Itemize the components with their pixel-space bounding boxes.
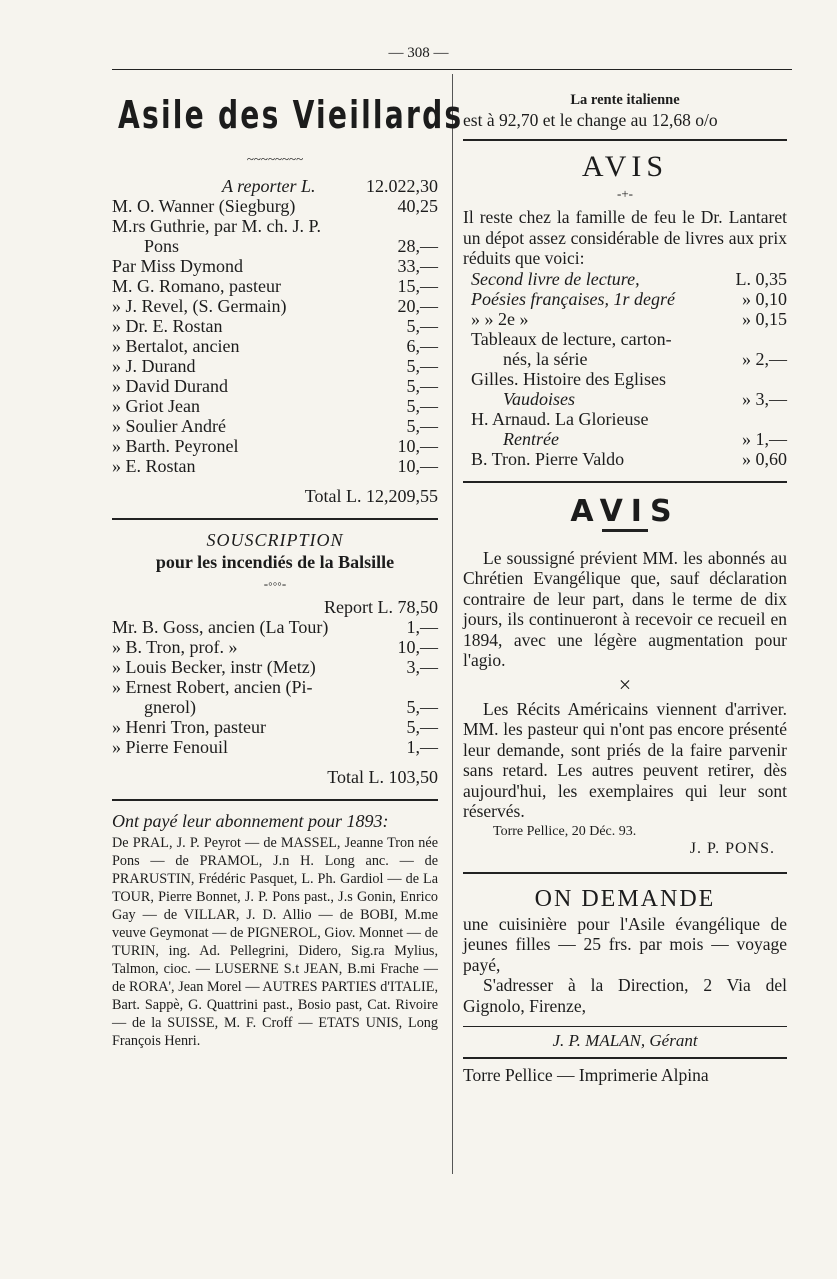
imprimerie: Torre Pellice — Imprimerie Alpina [463,1065,709,1085]
donation-row [112,436,438,456]
donation-row-amount: 5,— [406,356,438,376]
souscription-row [112,637,438,657]
donation-row [112,236,438,256]
donation-row-amount: 5,— [406,416,438,436]
section-rule [463,1026,787,1027]
donation-row [112,316,438,336]
section-rule [463,139,787,141]
donation-row-amount: 40,25 [397,196,438,216]
book-row-label: Second livre de lecture, [471,268,640,289]
donation-row-label: » Soulier André [112,416,226,436]
donation-row-pre-text: M.rs Guthrie, par M. ch. J. P. [112,216,321,236]
donation-row [112,396,438,416]
souscription-row [112,677,438,697]
book-row-amount: » 1,— [742,428,787,449]
book-row-amount: » 0,15 [742,308,787,329]
souscription-row-amount: 5,— [406,697,438,717]
donation-list [112,196,438,476]
rente-text: est à 92,70 et le change au 12,68 o/o [463,110,718,130]
book-row-label: » » 2e » [471,308,529,329]
donation-row [112,416,438,436]
souscription-subtitle: pour les incendiés de la Balsille [155,552,395,572]
donation-row-label: M. G. Romano, pasteur [112,276,281,296]
cross-separator: × [618,671,632,697]
donation-row [112,356,438,376]
avis2-title: AVIS [570,493,680,529]
donation-row-amount: 10,— [397,436,438,456]
demande-address: S'adresser à la Direction, 2 Via del Gignolo, Firenze, [463,975,787,1016]
souscription-row-label: » Henri Tron, pasteur [112,717,266,737]
donation-row-label: Par Miss Dymond [112,256,244,276]
book-row-amount: » 2,— [742,348,787,369]
souscription-row-label: gnerol) [144,697,196,717]
donation-row-amount: 5,— [406,396,438,416]
book-row-label: Gilles. Histoire des Eglises [471,368,666,389]
donation-row-label: M. O. Wanner (Siegburg) [112,196,296,216]
donation-row [112,296,438,316]
souscription-row-label: Mr. B. Goss, ancien (La Tour) [112,617,329,637]
section-rule [112,799,438,801]
donation-row-amount: 20,— [397,296,438,316]
book-row-label: nés, la série [503,348,588,369]
book-row [471,429,787,449]
book-row-amount: L. 0,35 [735,268,787,289]
place-date: Torre Pellice, 20 Déc. 93. [493,823,637,839]
souscription-row [112,657,438,677]
top-rule [112,69,792,70]
abonnement-body: De PRAL, J. P. Peyrot — de MASSEL, Jeanne Tron née Pons — de PRAMOL, J.n H. Long anc. — de PRARUSTIN, Frédéric Pasquet, L. Ph. Gardiol — de La TOUR, Pierre Bonnet, J. P. Pons past., J.s Gonin, Enrico Gay — de VILLAR, J. D. Allio — de BOBI, M.me veuve Geymonat — de PIGNEROL, Giov. Monnet — de TURIN, ing. Ad. Pellegrini, Didero, Sig.ra Mylius, Talmon, cioc. — LUSERNE S.t JEAN, B.mi Frache — de RORA', Jean Morel — AUTRES PARTIES d'ITALIE, Bart. Sappè, G. Quattrini past., Bosio past, Cat. Rivoire — de la SUISSE, M. F. Croff — ETATS UNIS, Long François Henri. [112,835,438,1049]
book-row-label: Poésies françaises, 1r degré [471,288,675,309]
avis2-p1: Le soussigné prévient MM. les abonnés au Chrétien Evangélique que, sauf déclaration contraire de leur part, dans le terme de dix jours, ils continueront à recevoir ce recueil en 1894, avec une légère augmentation pour l'agio. [463,547,787,670]
souscription-row-amount: 10,— [397,637,438,657]
donation-row [112,256,438,276]
book-row [471,409,787,429]
donation-row-label: » Barth. Peyronel [112,436,239,456]
donation-row [112,336,438,356]
donation-row-amount: 5,— [406,376,438,396]
donation-row-pre [112,216,438,236]
signature: J. P. PONS. [689,839,775,857]
donation-row [112,376,438,396]
souscription-ornament: -◦◦◦- [263,576,287,591]
souscription-row-label: » B. Tron, prof. » [112,637,238,657]
page-number: — 308 — [388,45,449,61]
donation-row-label: » David Durand [112,376,228,396]
souscription-list [112,617,438,757]
donation-row-amount: 33,— [397,256,438,276]
book-row [471,449,787,469]
book-row-amount: » 0,60 [742,448,787,469]
souscription-report: Report L. 78,50 [324,597,438,617]
avis1-intro: Il reste chez la famille de feu le Dr. Lantaret un dépot assez considérable de livres aux prix réduits que voici: [463,207,787,268]
donation-row-label: Pons [144,236,180,256]
book-row-amount: » 3,— [742,388,787,409]
left-column [112,80,464,1050]
report-label: A reporter L. [222,176,316,196]
book-row [471,269,787,289]
book-row-label: H. Arnaud. La Glorieuse [471,408,649,429]
title-ornament: ~~~~~~~~ [246,151,304,166]
report-value: 12.022,30 [366,176,438,196]
donation-row [112,196,438,216]
souscription-row-amount: 3,— [406,657,438,677]
souscription-row [112,737,438,757]
book-row [471,289,787,309]
souscription-row-amount: 5,— [406,717,438,737]
section-rule [463,481,787,483]
section-rule [463,872,787,874]
donation-total: Total L. 12,209,55 [304,486,438,506]
donation-row-amount: 28,— [397,236,438,256]
asile-title: Asile des Vieillards [118,93,464,137]
avis1-title: AVIS [581,150,669,183]
souscription-row-amount: 1,— [406,617,438,637]
abonnement-heading: Ont payé leur abonnement pour 1893: [112,811,389,831]
section-rule [463,1057,787,1059]
book-row-label: Tableaux de lecture, carton- [471,328,672,349]
souscription-row [112,717,438,737]
donation-row-label: » Griot Jean [112,396,200,416]
souscription-row-label: » Louis Becker, instr (Metz) [112,657,316,677]
donation-row [112,456,438,476]
souscription-row [112,617,438,637]
donation-row-label: » E. Rostan [112,456,196,476]
report-row [112,176,438,196]
book-row-amount: » 0,10 [742,288,787,309]
donation-row-label: » Dr. E. Rostan [112,316,223,336]
souscription-row-label: » Pierre Fenouil [112,737,228,757]
right-column [463,80,787,1087]
donation-row-label: » Bertalot, ancien [112,336,240,356]
section-rule [112,518,438,520]
demande-title: ON DEMANDE [534,885,716,912]
book-list [463,269,787,469]
book-row [471,349,787,369]
book-row [471,309,787,329]
book-row [471,329,787,349]
souscription-row-amount: 1,— [406,737,438,757]
souscription-title: SOUSCRIPTION [206,530,344,550]
book-row [471,369,787,389]
avis2-p2: Les Récits Américains viennent d'arriver. MM. les pasteur qui n'ont pas encore présenté leur demande, sont priés de la faire parvenir sans retard. Les autres peuvent retirer, dès aujourd'hui, les exemplaires qui leur sont réservés. [463,698,787,821]
donation-row-amount: 6,— [406,336,438,356]
donation-row [112,276,438,296]
donation-row-amount: 5,— [406,316,438,336]
book-row [471,389,787,409]
avis1-ornament: -+- [617,186,633,201]
column-divider [452,74,453,1174]
souscription-row [112,697,438,717]
souscription-row-label: » Ernest Robert, ancien (Pi- [112,677,313,697]
donation-row-amount: 10,— [397,456,438,476]
gerant: J. P. MALAN, Gérant [552,1031,698,1050]
rente-title: La rente italienne [570,92,680,108]
book-row-label: Vaudoises [503,388,575,409]
book-row-label: B. Tron. Pierre Valdo [471,448,625,469]
book-row-label: Rentrée [503,428,559,449]
donation-row-label: » J. Durand [112,356,196,376]
souscription-total: Total L. 103,50 [327,767,438,787]
avis2-underline [602,529,648,532]
donation-row-label: » J. Revel, (S. Germain) [112,296,287,316]
donation-row-amount: 15,— [397,276,438,296]
demande-text: une cuisinière pour l'Asile évangélique de jeunes filles — 25 frs. par mois — voyage payé, [463,913,787,975]
